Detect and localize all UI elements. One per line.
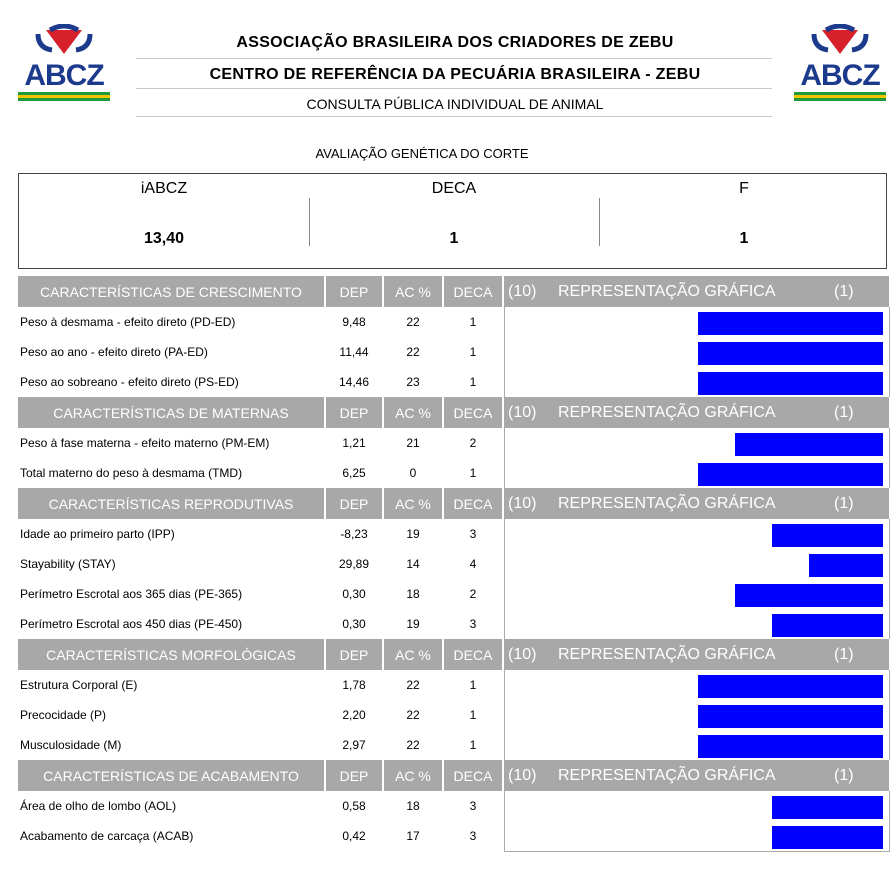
graph-scale-left: (10) bbox=[508, 283, 537, 300]
col-deca-header: DECA bbox=[444, 639, 502, 670]
summary-f-label: F bbox=[739, 180, 749, 197]
trait-ac: 19 bbox=[406, 617, 420, 631]
trait-deca: 1 bbox=[469, 678, 477, 692]
summary-deca-label: DECA bbox=[431, 180, 477, 197]
deca-bar bbox=[772, 796, 883, 819]
graph-title: REPRESENTAÇÃO GRÁFICA bbox=[558, 495, 776, 512]
trait-deca: 1 bbox=[469, 466, 477, 480]
group-title: CARACTERÍSTICAS DE MATERNAS bbox=[18, 397, 324, 428]
deca-bar bbox=[698, 372, 883, 395]
trait-name: Stayability (STAY) bbox=[20, 557, 116, 571]
table-row bbox=[18, 367, 889, 397]
trait-dep: 1,78 bbox=[342, 678, 366, 692]
trait-graph bbox=[504, 337, 889, 367]
trait-graph bbox=[504, 670, 889, 700]
logo-text: ABCZ bbox=[24, 59, 104, 92]
col-graph-header bbox=[504, 276, 889, 307]
group-title: CARACTERÍSTICAS REPRODUTIVAS bbox=[18, 488, 324, 519]
group-header bbox=[18, 639, 889, 670]
trait-graph bbox=[504, 791, 889, 821]
graph-scale-right: (1) bbox=[834, 767, 854, 784]
section-title: AVALIAÇÃO GENÉTICA DO CORTE bbox=[315, 146, 529, 161]
table-row bbox=[18, 549, 889, 579]
deca-bar bbox=[698, 735, 883, 758]
deca-bar bbox=[735, 584, 883, 607]
trait-deca: 2 bbox=[469, 587, 477, 601]
deca-bar bbox=[698, 342, 883, 365]
trait-ac: 23 bbox=[406, 375, 420, 389]
trait-ac: 18 bbox=[406, 799, 420, 813]
trait-dep: 0,42 bbox=[342, 829, 366, 844]
brazil-stripes bbox=[794, 92, 886, 101]
trait-graph bbox=[504, 821, 889, 852]
summary-deca bbox=[309, 174, 599, 268]
table-row bbox=[18, 609, 889, 639]
graph-title: REPRESENTAÇÃO GRÁFICA bbox=[558, 767, 776, 784]
trait-dep: 6,25 bbox=[342, 466, 366, 480]
page-title-line2: CENTRO DE REFERÊNCIA DA PECUÁRIA BRASILEIRA - ZEBU bbox=[209, 66, 701, 83]
table-row bbox=[18, 307, 889, 337]
trait-dep: 2,97 bbox=[342, 738, 366, 752]
graph-title: REPRESENTAÇÃO GRÁFICA bbox=[558, 404, 776, 421]
trait-deca: 1 bbox=[469, 375, 477, 389]
group-title: CARACTERÍSTICAS DE CRESCIMENTO bbox=[18, 276, 324, 307]
summary-iabcz-value: 13,40 bbox=[143, 230, 185, 247]
trait-name: Precocidade (P) bbox=[20, 708, 107, 722]
brazil-stripes bbox=[18, 92, 110, 101]
trait-name: Peso à fase materna - efeito materno (PM-EM) bbox=[20, 436, 270, 450]
trait-name: Estrutura Corporal (E) bbox=[20, 678, 138, 692]
trait-ac: 14 bbox=[406, 557, 420, 571]
trait-deca: 3 bbox=[469, 799, 477, 813]
trait-name: Musculosidade (M) bbox=[20, 738, 122, 752]
trait-dep: 11,44 bbox=[339, 345, 369, 359]
table-row bbox=[18, 730, 889, 760]
deca-bar bbox=[698, 463, 883, 486]
trait-graph bbox=[504, 307, 889, 337]
table-row bbox=[18, 700, 889, 730]
group-header bbox=[18, 397, 889, 428]
trait-ac: 22 bbox=[406, 678, 420, 692]
abcz-logo-left bbox=[16, 24, 112, 104]
trait-ac: 22 bbox=[406, 708, 420, 722]
trait-name: Acabamento de carcaça (ACAB) bbox=[20, 829, 194, 844]
trait-name: Peso ao sobreano - efeito direto (PS-ED) bbox=[20, 375, 239, 389]
graph-title: REPRESENTAÇÃO GRÁFICA bbox=[558, 283, 776, 300]
trait-dep: 2,20 bbox=[342, 708, 366, 722]
page-subtitle: CONSULTA PÚBLICA INDIVIDUAL DE ANIMAL bbox=[306, 96, 604, 112]
trait-dep: 0,30 bbox=[342, 617, 366, 631]
deca-bar bbox=[772, 614, 883, 637]
trait-graph bbox=[504, 549, 889, 579]
table-row bbox=[18, 579, 889, 609]
trait-dep: 14,46 bbox=[338, 375, 370, 389]
graph-scale-right: (1) bbox=[834, 404, 854, 421]
col-deca-header: DECA bbox=[444, 488, 502, 519]
trait-ac: 18 bbox=[406, 587, 420, 601]
graph-scale-left: (10) bbox=[508, 767, 537, 784]
col-dep-header: DEP bbox=[326, 488, 382, 519]
summary-box bbox=[18, 173, 887, 269]
col-deca-header: DECA bbox=[444, 397, 502, 428]
trait-ac: 22 bbox=[406, 738, 420, 752]
col-dep-header: DEP bbox=[326, 276, 382, 307]
summary-iabcz bbox=[19, 174, 309, 268]
trait-deca: 1 bbox=[469, 738, 477, 752]
trait-deca: 2 bbox=[469, 436, 477, 450]
col-dep-header: DEP bbox=[326, 639, 382, 670]
trait-name: Peso ao ano - efeito direto (PA-ED) bbox=[20, 345, 208, 359]
trait-ac: 22 bbox=[406, 315, 420, 329]
page-title-line1: ASSOCIAÇÃO BRASILEIRA DOS CRIADORES DE ZEBU bbox=[236, 34, 674, 51]
group-header bbox=[18, 276, 889, 307]
deca-bar bbox=[698, 705, 883, 728]
trait-deca: 1 bbox=[469, 315, 477, 329]
trait-graph bbox=[504, 428, 889, 458]
col-deca-header: DECA bbox=[444, 760, 502, 791]
logo-text: ABCZ bbox=[800, 59, 880, 92]
trait-name: Área de olho de lombo (AOL) bbox=[20, 799, 177, 813]
trait-deca: 3 bbox=[469, 829, 477, 844]
deca-bar bbox=[735, 433, 883, 456]
header-divider bbox=[136, 88, 772, 89]
col-ac-header: AC % bbox=[384, 760, 442, 791]
trait-name: Total materno do peso à desmama (TMD) bbox=[20, 466, 243, 480]
trait-dep: -8,23 bbox=[340, 527, 368, 541]
trait-graph bbox=[504, 367, 889, 397]
col-ac-header: AC % bbox=[384, 276, 442, 307]
table-row bbox=[18, 428, 889, 458]
trait-graph bbox=[504, 700, 889, 730]
trait-name: Idade ao primeiro parto (IPP) bbox=[20, 527, 175, 541]
summary-iabcz-label: iABCZ bbox=[140, 180, 188, 197]
graph-title: REPRESENTAÇÃO GRÁFICA bbox=[558, 646, 776, 663]
trait-dep: 0,30 bbox=[342, 587, 366, 601]
table-row bbox=[18, 458, 889, 488]
trait-dep: 0,58 bbox=[342, 799, 366, 813]
col-graph-header bbox=[504, 488, 889, 519]
trait-dep: 29,89 bbox=[338, 557, 370, 571]
trait-graph bbox=[504, 579, 889, 609]
abcz-emblem-icon bbox=[792, 24, 888, 60]
trait-graph bbox=[504, 458, 889, 488]
group-title: CARACTERÍSTICAS MORFOLÓGICAS bbox=[18, 639, 324, 670]
trait-dep: 9,48 bbox=[342, 315, 366, 329]
col-ac-header: AC % bbox=[384, 488, 442, 519]
col-graph-header bbox=[504, 760, 889, 791]
trait-ac: 0 bbox=[409, 466, 417, 480]
col-ac-header: AC % bbox=[384, 639, 442, 670]
col-dep-header: DEP bbox=[326, 760, 382, 791]
deca-bar bbox=[698, 675, 883, 698]
trait-graph bbox=[504, 730, 889, 760]
abcz-logo-right bbox=[792, 24, 888, 104]
trait-ac: 19 bbox=[406, 527, 420, 541]
genetic-evaluation-table bbox=[18, 276, 890, 852]
table-row bbox=[18, 791, 889, 821]
abcz-emblem-icon bbox=[16, 24, 112, 60]
trait-ac: 21 bbox=[406, 436, 420, 450]
trait-graph bbox=[504, 519, 889, 549]
trait-ac: 17 bbox=[406, 829, 420, 844]
summary-f-value: 1 bbox=[739, 230, 749, 247]
graph-scale-left: (10) bbox=[508, 404, 537, 421]
trait-deca: 1 bbox=[469, 345, 477, 359]
trait-name: Perímetro Escrotal aos 450 dias (PE-450) bbox=[20, 617, 243, 631]
deca-bar bbox=[772, 826, 883, 849]
table-row bbox=[18, 519, 889, 549]
table-row bbox=[18, 337, 889, 367]
trait-deca: 3 bbox=[469, 527, 477, 541]
graph-scale-right: (1) bbox=[834, 283, 854, 300]
trait-deca: 4 bbox=[469, 557, 477, 571]
header-divider bbox=[136, 116, 772, 117]
deca-bar bbox=[698, 312, 883, 335]
group-header bbox=[18, 488, 889, 519]
col-dep-header: DEP bbox=[326, 397, 382, 428]
header-divider bbox=[136, 58, 772, 59]
deca-bar bbox=[809, 554, 883, 577]
graph-scale-left: (10) bbox=[508, 495, 537, 512]
graph-scale-right: (1) bbox=[834, 646, 854, 663]
col-ac-header: AC % bbox=[384, 397, 442, 428]
graph-scale-left: (10) bbox=[508, 646, 537, 663]
trait-deca: 1 bbox=[469, 708, 477, 722]
group-title: CARACTERÍSTICAS DE ACABAMENTO bbox=[18, 760, 324, 791]
col-graph-header bbox=[504, 397, 889, 428]
summary-deca-value: 1 bbox=[449, 230, 459, 247]
trait-ac: 22 bbox=[406, 345, 420, 359]
trait-deca: 3 bbox=[469, 617, 477, 631]
table-row bbox=[18, 670, 889, 700]
table-row bbox=[18, 821, 889, 852]
graph-scale-right: (1) bbox=[834, 495, 854, 512]
col-deca-header: DECA bbox=[444, 276, 502, 307]
deca-bar bbox=[772, 524, 883, 547]
group-header bbox=[18, 760, 889, 791]
trait-name: Perímetro Escrotal aos 365 dias (PE-365) bbox=[20, 587, 243, 601]
trait-name: Peso à desmama - efeito direto (PD-ED) bbox=[20, 315, 236, 329]
trait-graph bbox=[504, 609, 889, 639]
col-graph-header bbox=[504, 639, 889, 670]
trait-dep: 1,21 bbox=[342, 436, 366, 450]
summary-f bbox=[599, 174, 889, 268]
